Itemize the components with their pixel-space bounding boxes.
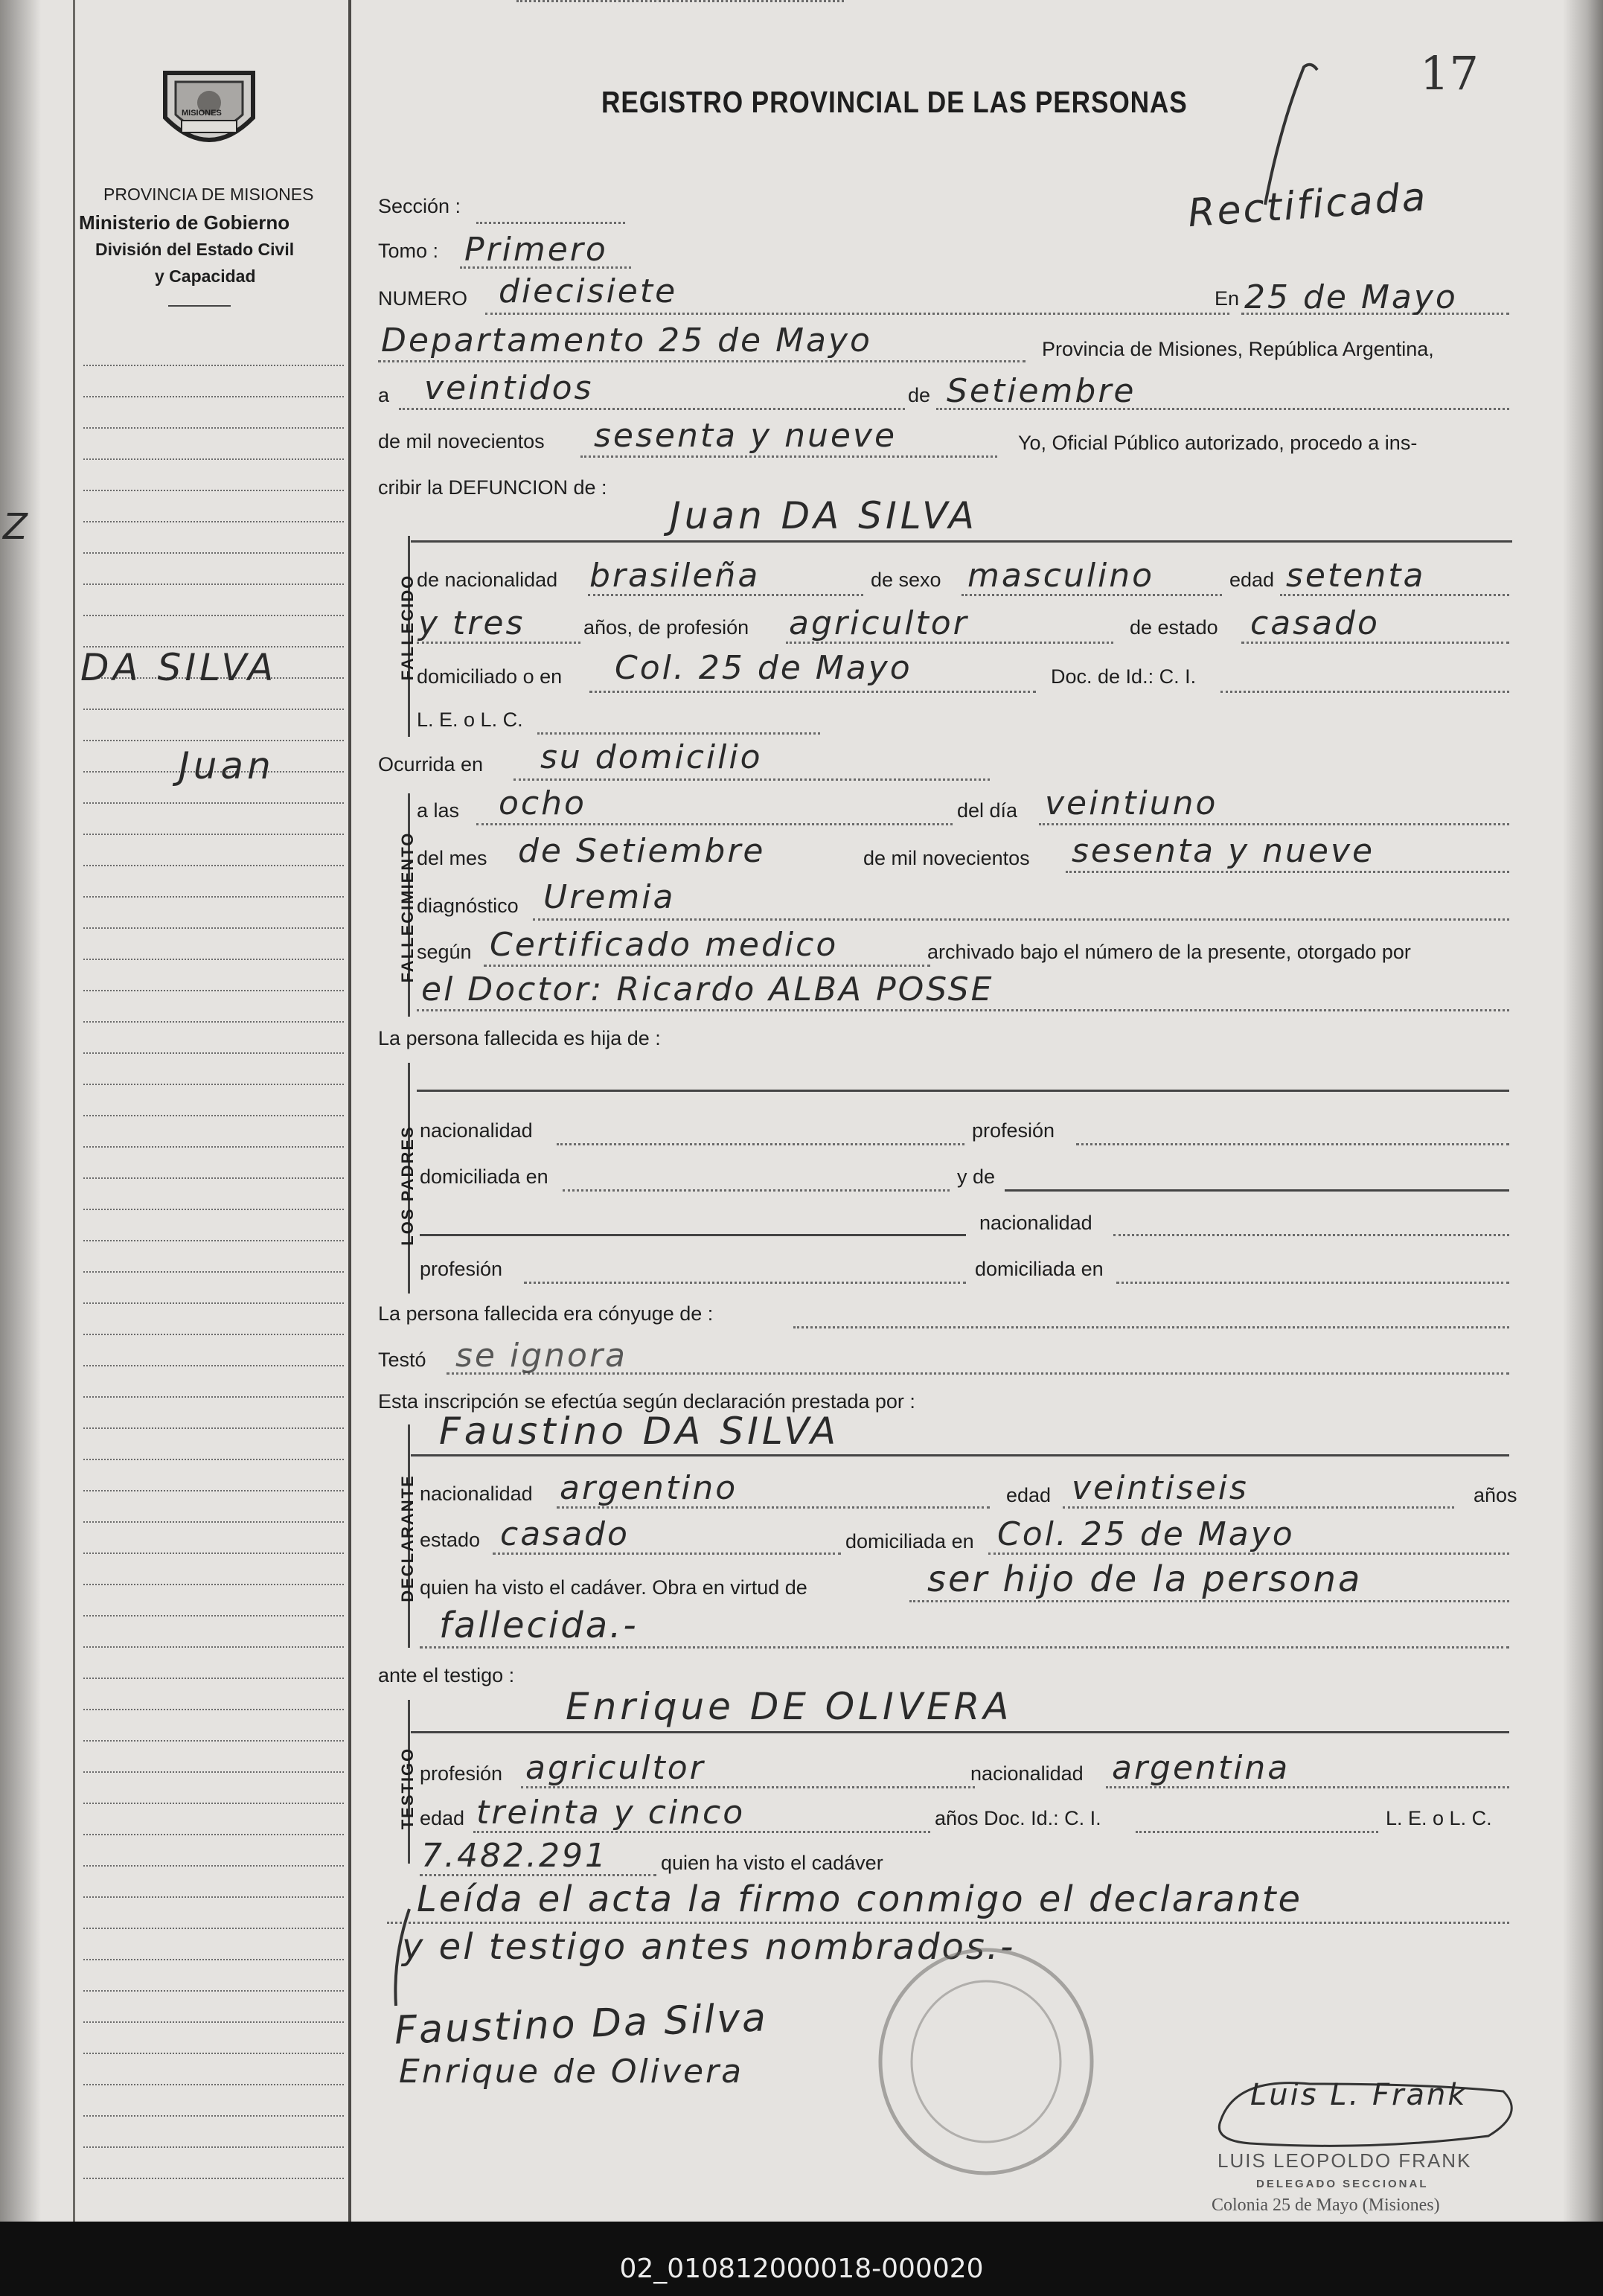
margin-dotted-line <box>83 458 344 460</box>
margin-dotted-line <box>83 1678 344 1679</box>
sexo-label: de sexo <box>871 569 941 591</box>
hija-de-label: La persona fallecida es hija de : <box>378 1027 661 1049</box>
testo-value: se ignora <box>455 1337 627 1375</box>
deceased-name: Juan DA SILVA <box>670 494 978 537</box>
seccion-label: Sección : <box>378 195 461 217</box>
obra-value-2: fallecida.- <box>439 1605 639 1646</box>
margin-dotted-line <box>83 1990 344 1992</box>
margin-dotted-line <box>83 2053 344 2054</box>
official-place: Colonia 25 de Mayo (Misiones) <box>1212 2196 1440 2215</box>
diagnostico-label: diagnóstico <box>417 895 519 917</box>
margin-dotted-line <box>83 1396 344 1398</box>
anos-profesion-label: años, de profesión <box>583 616 749 639</box>
tomo-value: Primero <box>464 231 608 269</box>
declarante-name: Faustino DA SILVA <box>439 1410 840 1453</box>
margin-dotted-line <box>83 1584 344 1585</box>
margin-dotted-line <box>83 1615 344 1617</box>
edad-value-2: y tres <box>418 604 525 642</box>
declarante-signature: Faustino Da Silva <box>394 1995 769 2053</box>
sexo-value: masculino <box>967 557 1155 595</box>
closing-line-2: y el testigo antes nombrados.- <box>402 1926 1016 1968</box>
margin-dotted-line <box>83 521 344 522</box>
profesion-value: agricultor <box>789 604 969 642</box>
margin-dotted-line <box>83 1865 344 1867</box>
obra-value-1: ser hijo de la persona <box>927 1558 1363 1600</box>
testigo-name: Enrique DE OLIVERA <box>566 1685 1013 1728</box>
margin-dotted-line <box>83 583 344 585</box>
margin-dotted-line <box>83 740 344 741</box>
margin-dotted-line <box>83 1521 344 1523</box>
official-signature: Luis L. Frank <box>1250 2078 1468 2112</box>
domicilio-value: Col. 25 de Mayo <box>615 649 912 687</box>
margin-dotted-line <box>83 959 344 960</box>
margin-dotted-line <box>83 1240 344 1241</box>
decl-nacionalidad-label: nacionalidad <box>420 1483 533 1505</box>
mes-value: Setiembre <box>947 372 1136 410</box>
margin-divider <box>348 0 351 2222</box>
margin-dotted-line <box>83 1803 344 1804</box>
rectificada-annotation: Rectificada <box>1186 174 1430 237</box>
diagnostico-value: Uremia <box>543 878 676 916</box>
seal-text: MISIONES <box>182 109 222 118</box>
del-mes-label: del mes <box>417 847 487 869</box>
margin-dotted-line <box>83 365 344 366</box>
margin-dotted-line <box>83 490 344 491</box>
margin-dotted-line <box>83 1177 344 1179</box>
test-profesion-label: profesión <box>420 1762 503 1785</box>
decl-domicilio-label: domiciliada en <box>845 1530 974 1552</box>
margin-dotted-line <box>83 1459 344 1460</box>
margin-dotted-line <box>83 802 344 804</box>
doc-id-label: Doc. de Id.: C. I. <box>1051 665 1197 688</box>
margin-dotted-line <box>83 1709 344 1710</box>
margin-dotted-line <box>83 1365 344 1366</box>
hora-value: ocho <box>499 784 586 822</box>
ante-testigo-label: ante el testigo : <box>378 1664 515 1686</box>
padre-profesion-label: profesión <box>972 1119 1055 1142</box>
madre-profesion-label: profesión <box>420 1258 503 1280</box>
test-doc-label: años Doc. Id.: C. I. <box>935 1807 1101 1829</box>
dia-muerte-value: veintiuno <box>1045 784 1218 822</box>
margin-dotted-line <box>83 396 344 397</box>
a-label: a <box>378 384 390 406</box>
estado-label: de estado <box>1130 616 1218 639</box>
decl-domicilio-value: Col. 25 de Mayo <box>997 1515 1295 1553</box>
numero-label: NUMERO <box>378 287 467 310</box>
le-lc-label: L. E. o L. C. <box>417 709 523 731</box>
nacionalidad-label: de nacionalidad <box>417 569 558 591</box>
inscripcion-label: Esta inscripción se efectúa según declaración prestada por : <box>378 1390 915 1413</box>
page-number: 17 <box>1420 46 1479 100</box>
y-de-label: y de <box>957 1165 996 1188</box>
margin-dotted-line <box>83 2146 344 2148</box>
tomo-label: Tomo : <box>378 240 439 262</box>
provincia-label: Provincia de Misiones, República Argentina, <box>1042 338 1434 360</box>
margin-dotted-line <box>83 1896 344 1898</box>
margin-dotted-line <box>83 2021 344 2023</box>
binding-shadow <box>0 0 41 2222</box>
en-label: En <box>1215 287 1240 310</box>
decl-estado-label: estado <box>420 1529 481 1551</box>
certificado-value: Certificado medico <box>490 926 839 964</box>
de-mil-label: de mil novecientos <box>378 430 545 453</box>
de-mil-2-label: de mil novecientos <box>863 847 1030 869</box>
margin-dotted-line <box>83 709 344 710</box>
margin-dotted-line <box>83 1552 344 1554</box>
visto-cadaver-label: quien ha visto el cadáver <box>661 1852 883 1874</box>
mes-muerte-value: de Setiembre <box>518 832 766 870</box>
padre-nacionalidad-label: nacionalidad <box>420 1119 533 1142</box>
margin-dotted-line <box>83 552 344 554</box>
official-round-stamp-icon <box>871 1942 1101 2181</box>
departamento-value: Departamento 25 de Mayo <box>381 322 872 359</box>
test-le-lc-label: L. E. o L. C. <box>1386 1807 1492 1829</box>
testigo-signature: Enrique de Olivera <box>399 2053 744 2091</box>
margin-dotted-line <box>83 1271 344 1273</box>
margin-given-name: Juan <box>179 744 275 787</box>
margin-dotted-line <box>83 1646 344 1648</box>
official-role: DELEGADO SECCIONAL <box>1256 2178 1429 2190</box>
margin-dotted-line <box>83 1084 344 1085</box>
margin-dotted-line <box>83 2178 344 2179</box>
decl-anos-label: años <box>1474 1484 1517 1506</box>
test-profesion-value: agricultor <box>525 1749 705 1787</box>
margin-dotted-line <box>83 1740 344 1742</box>
inscribir-label: cribir la DEFUNCION de : <box>378 476 607 499</box>
binding-rule <box>73 0 75 2222</box>
test-edad-value: treinta y cinco <box>476 1794 746 1832</box>
doctor-value: el Doctor: Ricardo ALBA POSSE <box>421 970 994 1008</box>
page-title: REGISTRO PROVINCIAL DE LAS PERSONAS <box>601 85 1188 119</box>
section-fallecido: FALLECIDO <box>398 574 417 681</box>
edad-label: edad <box>1229 569 1275 591</box>
margin-dotted-line <box>83 927 344 929</box>
margin-dotted-line <box>83 1115 344 1116</box>
padre-domicilio-label: domiciliada en <box>420 1165 548 1188</box>
conyuge-label: La persona fallecida era cónyuge de : <box>378 1302 714 1325</box>
domiciliado-label: domiciliado o en <box>417 665 563 688</box>
numero-value: diecisiete <box>499 272 678 310</box>
section-testigo: TESTIGO <box>398 1747 417 1830</box>
margin-dotted-line <box>83 1021 344 1023</box>
closing-line-1: Leída el acta la firmo conmigo el declarante <box>417 1878 1303 1920</box>
margin-dotted-line <box>83 1334 344 1335</box>
lugar-value: su domicilio <box>540 738 763 776</box>
anio-muerte-value: sesenta y nueve <box>1072 832 1375 870</box>
edge-mark: Z <box>3 506 30 548</box>
province-name: PROVINCIA DE MISIONES <box>103 185 314 204</box>
test-nacionalidad-value: argentina <box>1112 1749 1290 1787</box>
margin-dotted-line <box>83 1959 344 1960</box>
segun-label: según <box>417 941 472 963</box>
margin-dotted-line <box>83 1302 344 1304</box>
decl-nacionalidad-value: argentino <box>560 1469 738 1507</box>
margin-dotted-line <box>83 896 344 898</box>
margin-dotted-line <box>83 1490 344 1491</box>
archivado-label: archivado bajo el número de la presente, otorgado por <box>927 941 1411 963</box>
margin-dotted-line <box>83 834 344 835</box>
oficial-label: Yo, Oficial Público autorizado, procedo a ins- <box>1018 432 1418 454</box>
margin-dotted-line <box>83 1052 344 1054</box>
margin-dotted-line <box>83 427 344 429</box>
decl-estado-value: casado <box>500 1515 630 1553</box>
margin-dotted-line <box>83 990 344 991</box>
section-declarante: DECLARANTE <box>398 1474 417 1602</box>
ocurrida-label: Ocurrida en <box>378 753 484 776</box>
division-name-2: y Capacidad <box>155 266 256 286</box>
ministry-name: Ministerio de Gobierno <box>79 211 290 234</box>
margin-dotted-line <box>83 865 344 866</box>
margin-dotted-line <box>83 2115 344 2117</box>
test-doc-value: 7.482.291 <box>421 1837 608 1875</box>
margin-dotted-line <box>83 1771 344 1773</box>
margin-dotted-line <box>83 1928 344 1929</box>
decl-edad-value: veintiseis <box>1072 1469 1249 1507</box>
margin-dotted-line <box>83 1834 344 1835</box>
madre-domicilio-label: domiciliada en <box>975 1258 1104 1280</box>
section-padres: LOS PADRES <box>398 1125 417 1246</box>
official-name: LUIS LEOPOLDO FRANK <box>1218 2149 1472 2172</box>
margin-surname: DA SILVA <box>80 646 278 689</box>
edad-value-1: setenta <box>1286 557 1426 595</box>
section-fallecimiento: FALLECIMIENTO <box>398 831 417 983</box>
margin-dotted-line <box>83 1146 344 1148</box>
nacionalidad-value: brasileña <box>589 557 761 595</box>
estado-value: casado <box>1250 604 1380 642</box>
de-label: de <box>908 384 931 406</box>
a-las-label: a las <box>417 799 460 822</box>
madre-nacionalidad-label: nacionalidad <box>979 1212 1092 1234</box>
margin-dotted-line <box>83 615 344 616</box>
del-dia-label: del día <box>957 799 1018 822</box>
anio-value: sesenta y nueve <box>594 417 898 455</box>
testo-label: Testó <box>378 1349 426 1371</box>
margin-dotted-line <box>83 2084 344 2085</box>
annotation-stroke-icon <box>1258 60 1325 208</box>
decl-edad-label: edad <box>1006 1484 1052 1506</box>
office-underline <box>168 305 231 307</box>
dia-value: veintidos <box>424 369 594 407</box>
bracket-stroke-icon <box>387 1905 417 2009</box>
page-edge <box>1563 0 1603 2222</box>
test-nacionalidad-label: nacionalidad <box>970 1762 1084 1785</box>
test-edad-label: edad <box>420 1807 465 1829</box>
en-value: 25 de Mayo <box>1244 278 1458 316</box>
obra-label: quien ha visto el cadáver. Obra en virtud de <box>420 1576 807 1599</box>
margin-dotted-line <box>83 1427 344 1429</box>
margin-dotted-line <box>83 1209 344 1210</box>
division-name: División del Estado Civil <box>95 240 295 259</box>
image-identifier: 02_010812000018-000020 <box>619 2254 984 2284</box>
